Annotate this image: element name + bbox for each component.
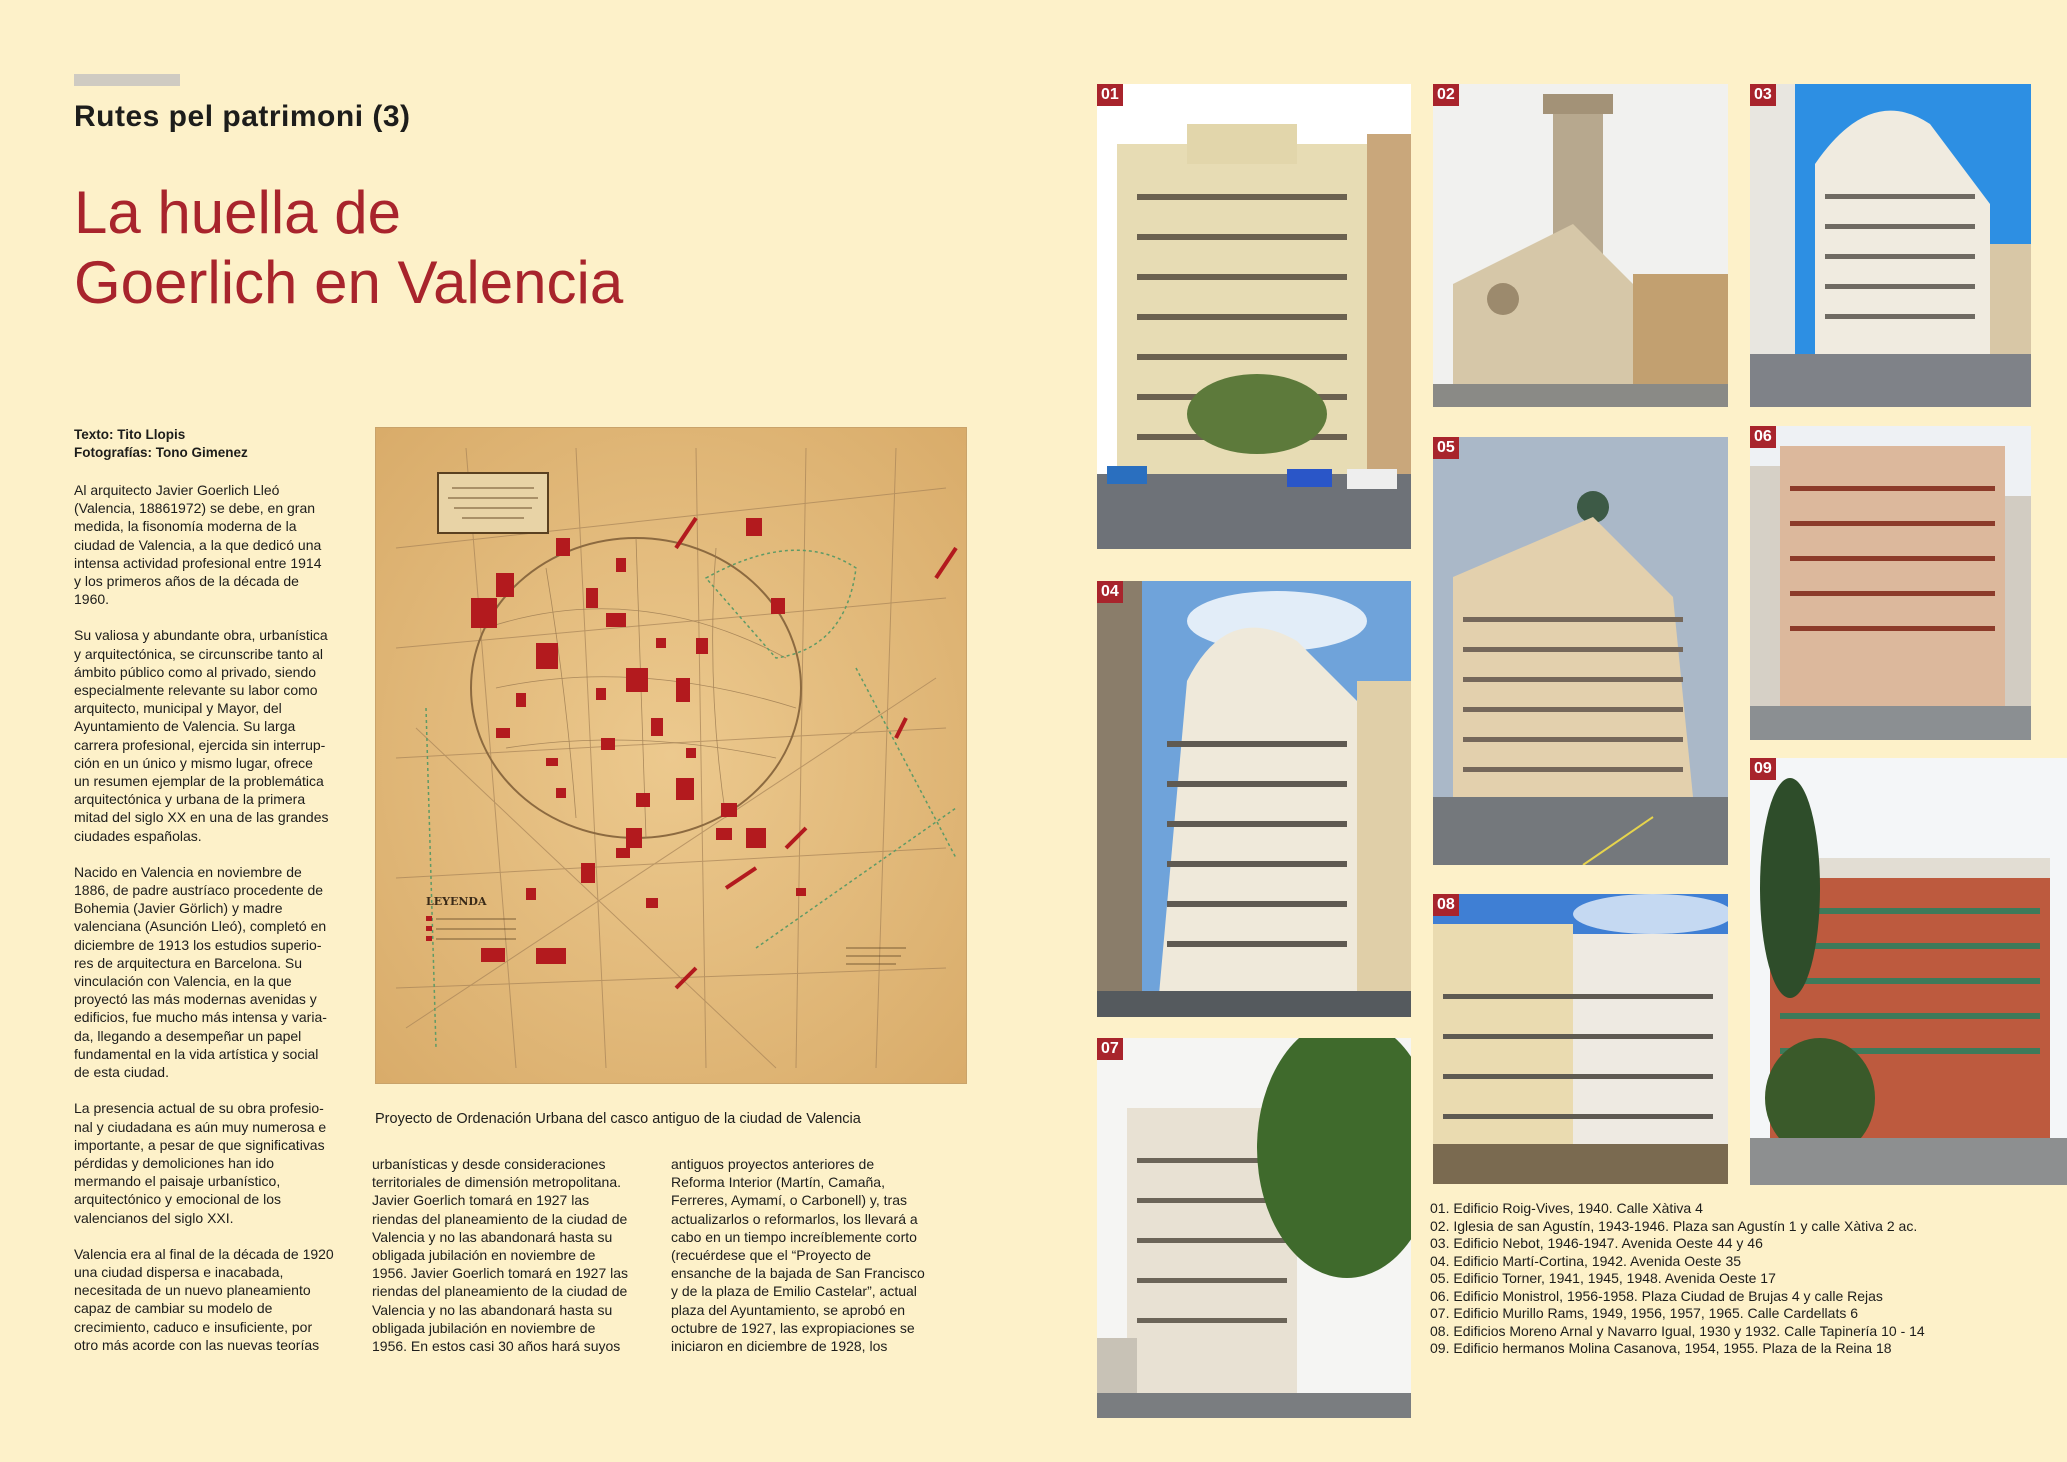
credits (74, 426, 248, 462)
photo-credit: Fotografías: Tono Gimenez (74, 445, 248, 460)
photo-edificio-roig-vives (1097, 84, 1411, 549)
photo-number: 04 (1097, 581, 1123, 603)
photo-number: 03 (1750, 84, 1776, 106)
photo-caption: 05. Edificio Torner, 1941, 1945, 1948. Avenida Oeste 17 (1430, 1270, 1776, 1286)
paragraph: antiguos proyectos anteriores de Reforma Interior (Martín, Camaña, Ferreres, Aymamí, o Carbonell) y, tras actualizarlos o reformarlos, los llevará a cabo en un tiempo increíblemente corto (recuérdese que el “Proyecto de ensanche de la bajada de San Francisco y de la plaza de Emilio Castelar”, actual plaza del Ayuntamiento, se aprobó en octubre de 1927, las expropiaciones se iniciaron en diciembre de 1928, los (671, 1156, 925, 1355)
photo-number: 01 (1097, 84, 1123, 106)
paragraph: urbanísticas y desde consideraciones territoriales de dimensión metropolitana. Javier Goerlich tomará en 1927 las riendas del planeamiento de la ciudad de Valencia y no las abandonará hasta su obligada jubilación en noviembre de 1956. Javier Goerlich tomará en 1927 las riendas del planeamiento de la ciudad de Valencia y no las abandonará hasta su obligada jubilación en noviembre de 1956. En estos casi 30 años hará suyos (372, 1156, 629, 1355)
photo-number: 02 (1433, 84, 1459, 106)
article-title (74, 178, 794, 318)
paragraph: Su valiosa y abundante obra, urbanística y arquitectónica, se circunscribe tanto al ámbito público como al privado, siendo especialmente relevante su labor como arquitecto, municipal y Mayor, del Ayuntamiento de Valencia. Su larga carrera profesional, ejercida sin interrup- ción en un único y mismo lugar, ofrece un resumen ejemplar de la problemática arquitectónica y urbana de la primera mitad del siglo XX en una de las grandes ciudades españolas. (74, 627, 329, 844)
photo-number: 08 (1433, 894, 1459, 916)
photo-caption: 01. Edificio Roig-Vives, 1940. Calle Xàtiva 4 (1430, 1200, 1703, 1216)
paragraph: Al arquitecto Javier Goerlich Lleó (Valencia, 18861972) se debe, en gran medida, la fisonomía moderna de la ciudad de Valencia, a la que dedicó una intensa actividad profesional entre 1914 y los primeros años de la década de 1960. (74, 482, 322, 608)
body-column-1 (74, 481, 352, 1372)
paragraph: Nacido en Valencia en noviembre de 1886, de padre austríaco procedente de Bohemia (Javier Görlich) y madre valenciana (Asunción Lleó), completó en diciembre de 1913 los estudios superio- res de arquitectura en Barcelona. Su vinculación con Valencia, en la que proyectó las más modernas avenidas y edificios, fue mucho más intensa y varia- da, llegando a desempeñar un papel fundamental en la vida artística y social de esta ciudad. (74, 863, 327, 1081)
map-caption: Proyecto de Ordenación Urbana del casco antiguo de la ciudad de Valencia (375, 1111, 861, 1127)
section-kicker: Rutes pel patrimoni (3) (74, 100, 411, 133)
photo-caption: 09. Edificio hermanos Molina Casanova, 1954, 1955. Plaza de la Reina 18 (1430, 1340, 1892, 1356)
photo-edificio-torner (1433, 437, 1728, 865)
photo-iglesia-san-agustin (1433, 84, 1728, 407)
body-column-3 (671, 1155, 951, 1373)
photo-caption: 02. Iglesia de san Agustín, 1943-1946. Plaza san Agustín 1 y calle Xàtiva 2 ac. (1430, 1217, 1918, 1234)
historic-map-image (375, 427, 967, 1084)
photo-edificio-hermanos-molina-casanova (1750, 758, 2067, 1185)
photo-caption: 03. Edificio Nebot, 1946-1947. Avenida Oeste 44 y 46 (1430, 1235, 1763, 1251)
title-line-2: Goerlich en Valencia (74, 249, 624, 316)
photo-edificio-murillo-rams (1097, 1038, 1411, 1418)
body-column-2 (372, 1155, 652, 1373)
photo-edificio-marti-cortina (1097, 581, 1411, 1017)
photo-edificio-monistrol (1750, 426, 2031, 740)
text-credit: Texto: Tito Llopis (74, 427, 186, 442)
photo-caption: 08. Edificios Moreno Arnal y Navarro Igual, 1930 y 1932. Calle Tapinería 10 - 14 (1430, 1322, 1925, 1339)
map-legend-title: LEYENDA (426, 895, 487, 908)
photo-number: 07 (1097, 1038, 1123, 1060)
photo-number: 09 (1750, 758, 1776, 780)
title-line-1: La huella de (74, 179, 401, 246)
paragraph: Valencia era al final de la década de 1920 una ciudad dispersa e inacabada, necesitada de un nuevo planeamiento capaz de cambiar su modelo de crecimiento, caduco e insuficiente, por otro más acorde con las nuevas teorías (74, 1245, 334, 1353)
photo-number: 06 (1750, 426, 1776, 448)
map-drawing (376, 428, 966, 1083)
photo-caption: 04. Edificio Martí-Cortina, 1942. Avenida Oeste 35 (1430, 1252, 1742, 1269)
header-rule (74, 74, 180, 86)
photo-captions-list (1430, 1200, 1925, 1358)
photo-number: 05 (1433, 437, 1459, 459)
photo-caption: 07. Edificio Murillo Rams, 1949, 1956, 1957, 1965. Calle Cardellats 6 (1430, 1305, 1859, 1321)
paragraph: La presencia actual de su obra profesio- nal y ciudadana es aún muy numerosa e importante, a pesar de que significativas pérdidas y demoliciones han ido mermando el paisaje urbanístico, arquitectónico y emocional de los valencianos del siglo XXI. (74, 1100, 327, 1226)
photo-caption: 06. Edificio Monistrol, 1956-1958. Plaza Ciudad de Brujas 4 y calle Rejas (1430, 1287, 1883, 1304)
photo-edificio-nebot (1750, 84, 2031, 407)
photo-edificios-moreno-arnal-navarro-igual (1433, 894, 1728, 1184)
